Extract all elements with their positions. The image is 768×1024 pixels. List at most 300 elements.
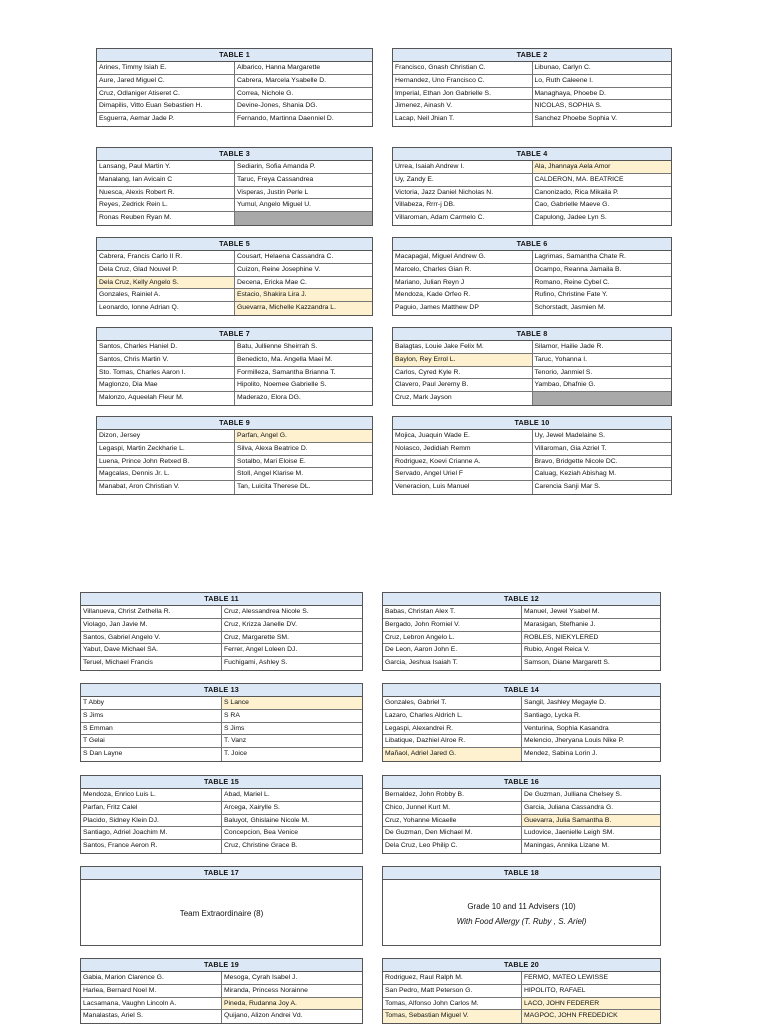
name-cell-right: Ocampo, Reanna Jamaila B.	[534, 265, 622, 273]
name-cell-right: Guevarra, Michelle Kazzandra L.	[235, 302, 372, 315]
table-row	[81, 697, 362, 710]
name-cell-right: Cruz, Christine Grace B.	[224, 842, 298, 850]
name-cell-left: Nolasco, Jedidiah Remm	[393, 443, 533, 455]
table-row	[81, 619, 362, 632]
table-row	[383, 748, 660, 761]
name-cell-right: Caluag, Keziah Abishag M.	[534, 470, 617, 478]
table-row	[81, 985, 362, 998]
table-row	[393, 468, 671, 481]
name-cell-right: Mendez, Sabina Lorin J.	[524, 750, 598, 758]
name-cell-left: Placido, Sidney Klein DJ.	[81, 815, 222, 827]
table-row	[81, 735, 362, 748]
table-row	[97, 354, 372, 367]
table-row	[393, 367, 671, 380]
name-cell-left: Dela Cruz, Glad Nouvel P.	[97, 264, 235, 276]
table-row	[393, 277, 671, 290]
name-cell-left: Manalang, Ian Avicain C	[97, 174, 235, 186]
table-row	[97, 392, 372, 405]
table-row	[97, 277, 372, 290]
seating-table	[392, 147, 672, 226]
name-cell-left: Magcalas, Dennis Jr. L.	[97, 468, 235, 480]
name-cell-left: Libatique, Dazhiel Alroe R.	[383, 735, 522, 747]
name-cell-left: Balagtas, Louie Jake Felix M.	[393, 341, 533, 353]
name-cell-left: Harlea, Bernard Noel M.	[81, 985, 222, 997]
table-row	[97, 100, 372, 113]
name-cell-left: Lacap, Neil Jhian T.	[393, 113, 533, 126]
name-cell-left: Reyes, Zedrick Rein L.	[97, 199, 235, 211]
table-row	[81, 827, 362, 840]
name-cell-left: Ronas Reuben Ryan M.	[97, 212, 235, 225]
table-row	[81, 789, 362, 802]
name-cell-left: Manabat, Aron Christian V.	[97, 481, 235, 494]
table-row	[97, 251, 372, 264]
name-cell-right: Canonizado, Rica Mikaila P.	[534, 188, 619, 196]
table-body	[81, 880, 362, 947]
name-cell-left: Villabeza, Rrrr-j DB.	[393, 199, 533, 211]
table-title: TABLE 7	[97, 328, 372, 341]
name-cell-right: Ala, Jhannaya Aela Amor	[533, 161, 672, 173]
name-cell-right: Melencio, Jheryana Louis Nike P.	[524, 737, 624, 745]
table-row	[383, 644, 660, 657]
name-cell-left: Chico, Junnel Kurt M.	[383, 802, 522, 814]
name-cell-right: Carencia Sanji Mar S.	[534, 483, 601, 491]
name-cell-left: Lazaro, Charles Aldrich L.	[383, 710, 522, 722]
name-cell-left: Gonzales, Gabriel T.	[383, 697, 522, 709]
seating-table	[80, 683, 363, 762]
name-cell-right: Estacio, Shakira Lira J.	[235, 289, 372, 301]
table-row	[97, 379, 372, 392]
name-cell-left: Paguio, James Matthew DP	[393, 302, 533, 315]
name-cell-right: Bravo, Bridgette Nicole DC.	[534, 457, 618, 465]
seating-table	[382, 866, 661, 946]
name-cell-left: Mañaol, Adriel Jared G.	[383, 748, 522, 761]
name-cell-left: Servado, Angel Uriel F	[393, 468, 533, 480]
seating-table	[80, 958, 363, 1024]
table-row	[393, 264, 671, 277]
seating-table	[382, 592, 661, 671]
name-cell-right: Uy, Jewel Madelaine S.	[534, 432, 606, 439]
table-row	[97, 113, 372, 126]
table-row	[393, 289, 671, 302]
name-cell-left: Dimapilis, Vitto Euan Sebastien H.	[97, 100, 235, 112]
name-cell-left: Dela Cruz, Leo Philip C.	[383, 840, 522, 853]
table-row	[97, 468, 372, 481]
name-cell-right: S Jims	[224, 724, 245, 732]
name-cell-right: Miranda, Princess Norainne	[224, 986, 308, 994]
table-title: TABLE 17	[81, 867, 362, 880]
table-row	[393, 354, 671, 367]
name-cell-left: Santos, France Aeron R.	[81, 840, 222, 853]
name-cell-left: Violago, Jan Javie M.	[81, 619, 222, 631]
name-cell-right: Marasigan, Stefhanie J.	[524, 620, 596, 628]
name-cell-left: Legaspi, Martin Zeckharie L.	[97, 443, 235, 455]
name-cell-right: Garcia, Juliana Cassandra G.	[524, 803, 614, 811]
name-cell-right: Silva, Alexa Beatrice D.	[237, 444, 308, 452]
table-row	[97, 187, 372, 200]
name-cell-left: Urrea, Isaiah Andrew I.	[393, 161, 533, 173]
table-row	[393, 430, 671, 443]
table-row	[81, 815, 362, 828]
name-cell-left: Jimenez, Ainash V.	[393, 100, 533, 112]
name-cell-left: Teruel, Michael Francis	[81, 657, 222, 670]
table-title: TABLE 5	[97, 238, 372, 251]
name-cell-left: Santiago, Adriel Joachim M.	[81, 827, 222, 839]
table-row	[97, 481, 372, 494]
table-row	[81, 657, 362, 670]
table-row	[81, 748, 362, 761]
table-row	[81, 1010, 362, 1023]
name-cell-right: Silamor, Hailie Jade R.	[534, 343, 604, 350]
name-cell-right: Manuel, Jewel Ysabel M.	[524, 608, 600, 615]
name-cell-left: De Leon, Aaron John E.	[383, 644, 522, 656]
table-row	[393, 62, 671, 75]
name-cell-right: Tan, Luicita Therese DL.	[237, 483, 311, 491]
name-cell-left: Santos, Charles Haniel D.	[97, 341, 235, 353]
table-row	[97, 161, 372, 174]
table-row	[81, 998, 362, 1011]
name-cell-right: Schorstadt, Jasmien M.	[534, 304, 606, 312]
name-cell-right: Romano, Reine Cybel C.	[534, 278, 610, 286]
name-cell-left: Marcelo, Charles Gian R.	[393, 264, 533, 276]
name-cell-left: Rodriguez, Raul Ralph M.	[383, 972, 522, 984]
name-cell-left: Mojica, Juaquin Wade E.	[393, 430, 533, 442]
name-cell-right: HIPOLITO, RAFAEL	[524, 986, 586, 994]
name-cell-left: Santos, Chris Martin V.	[97, 354, 235, 366]
name-cell-left: Legaspi, Alexandrei R.	[383, 723, 522, 735]
name-cell-left: Bergado, John Romiel V.	[383, 619, 522, 631]
table-row	[393, 187, 671, 200]
table-row	[383, 697, 660, 710]
name-cell-left: Cruz, Mark Jayson	[393, 392, 533, 405]
name-cell-right: Tenorio, Janmiel S.	[534, 368, 593, 376]
table-title: TABLE 15	[81, 776, 362, 789]
name-cell-right: S RA	[224, 711, 240, 719]
table-row	[393, 174, 671, 187]
name-cell-left: Garcia, Jeshua Isaiah T.	[383, 657, 522, 670]
table-title: TABLE 12	[383, 593, 660, 606]
name-cell-left: Leonardo, Ionne Adrian Q.	[97, 302, 235, 315]
name-cell-right: Mesoga, Cyrah Isabel J.	[224, 974, 298, 981]
name-cell-right: Albarico, Hanna Margarette	[237, 64, 321, 71]
table-title: TABLE 14	[383, 684, 660, 697]
seating-table	[392, 48, 672, 127]
name-cell-right: Guevarra, Julia Samantha B.	[522, 815, 660, 827]
table-row	[97, 62, 372, 75]
table-row	[383, 827, 660, 840]
name-cell-left: Carlos, Cyred Kyle R.	[393, 367, 533, 379]
table-row	[383, 972, 660, 985]
name-cell-right: Batu, Jullienne Sheirrah S.	[237, 343, 318, 350]
name-cell-right: Yumul, Angelo Miguel U.	[237, 201, 312, 209]
name-cell-left: Rodriguez, Koevi Crianne A.	[393, 456, 533, 468]
seating-table	[382, 775, 661, 854]
table-group-label: Grade 10 and 11 Advisers (10)	[467, 901, 576, 911]
name-cell-right: Capulong, Jadee Lyn S.	[534, 214, 607, 222]
table-row	[383, 789, 660, 802]
name-cell-left: De Guzman, Den Michael M.	[383, 827, 522, 839]
allergy-note: With Food Allergy (T. Ruby , S. Ariel)	[456, 916, 587, 926]
name-cell-left: S Dan Layne	[81, 748, 222, 761]
table-row	[383, 606, 660, 619]
name-cell-right: Fuchigami, Ashley S.	[224, 659, 288, 667]
seating-table	[80, 866, 363, 946]
seating-table	[96, 327, 373, 406]
table-group-label: Team Extraordinaire (8)	[179, 909, 264, 918]
seating-table	[392, 416, 672, 495]
name-cell-right: Ferrer, Angel Loleen DJ.	[224, 646, 298, 654]
name-cell-right: Cruz, Alessandrea Nicole S.	[224, 608, 309, 615]
table-row	[393, 392, 671, 405]
name-cell-left: Gabia, Marion Clarence G.	[81, 972, 222, 984]
table-row	[393, 199, 671, 212]
table-row	[383, 632, 660, 645]
name-cell-left: Lacsamana, Vaughn Lincoln A.	[81, 998, 222, 1010]
table-row	[383, 619, 660, 632]
table-row	[383, 840, 660, 853]
name-cell-left: Baylon, Rey Errol L.	[393, 354, 533, 366]
seating-table	[96, 237, 373, 316]
name-cell-right	[235, 212, 372, 225]
name-cell-right: FERMO, MATEO LEWISSE	[524, 974, 609, 981]
name-cell-right: Samson, Diane Margarett S.	[524, 659, 610, 667]
table-row	[393, 100, 671, 113]
seating-table	[80, 592, 363, 671]
name-cell-right: Ludovice, Jaenielle Leigh SM.	[524, 829, 615, 837]
name-cell-right: Taruc, Freya Cassandrea	[237, 175, 314, 183]
name-cell-right: Villaroman, Gia Azriel T.	[534, 444, 607, 452]
table-row	[393, 302, 671, 315]
name-cell-left: T Abby	[81, 697, 222, 709]
table-row	[383, 710, 660, 723]
table-row	[97, 199, 372, 212]
seating-table	[96, 147, 373, 226]
table-row	[81, 710, 362, 723]
table-title: TABLE 16	[383, 776, 660, 789]
table-row	[393, 88, 671, 101]
name-cell-left: Cruz, Odlaniger Atiseret C.	[97, 88, 235, 100]
name-cell-right: Quijano, Alizon Andrei Vd.	[224, 1012, 303, 1020]
name-cell-right	[533, 392, 672, 405]
seating-table	[392, 237, 672, 316]
name-cell-left: Yabut, Dave Michael SA.	[81, 644, 222, 656]
name-cell-right: Decena, Ericka Mae C.	[237, 278, 307, 286]
table-row	[97, 443, 372, 456]
name-cell-left: S Emman	[81, 723, 222, 735]
name-cell-right: T. Joice	[224, 750, 248, 758]
name-cell-right: Rufino, Christine Fate Y.	[534, 291, 608, 299]
name-cell-left: Bernaldez, John Robby B.	[383, 789, 522, 801]
table-row	[97, 264, 372, 277]
table-row	[383, 657, 660, 670]
name-cell-right: Maningas, Annika Lizane M.	[524, 842, 610, 850]
table-row	[97, 430, 372, 443]
name-cell-left: Cabrera, Francis Carlo II R.	[97, 251, 235, 263]
name-cell-right: S Lance	[222, 697, 362, 709]
table-row	[81, 802, 362, 815]
name-cell-right: Cabrera, Marcela Ysabelle D.	[237, 76, 327, 84]
name-cell-right: Yambao, Dhafnie G.	[534, 381, 596, 389]
table-row	[97, 367, 372, 380]
name-cell-right: CALDERON, MA. BEATRICE	[534, 175, 624, 183]
name-cell-left: San Pedro, Matt Peterson G.	[383, 985, 522, 997]
table-title: TABLE 10	[393, 417, 671, 430]
name-cell-right: T. Vanz	[224, 737, 247, 745]
name-cell-right: Pineda, Rudanna Joy A.	[222, 998, 362, 1010]
name-cell-right: Parfan, Angel G.	[235, 430, 372, 442]
table-row	[81, 606, 362, 619]
seating-table	[382, 958, 661, 1024]
table-title: TABLE 1	[97, 49, 372, 62]
name-cell-right: Fernando, Martinna Daenniel D.	[237, 115, 334, 123]
name-cell-right: Devine-Jones, Shania DG.	[237, 102, 318, 110]
name-cell-left: Aure, Jared Miguel C.	[97, 75, 235, 87]
name-cell-right: Cao, Gabrielle Maeve G.	[534, 201, 610, 209]
name-cell-left: Luena, Prince John Retxed B.	[97, 456, 235, 468]
table-row	[97, 456, 372, 469]
name-cell-left: Villanueva, Christ Zethella R.	[81, 606, 222, 618]
name-cell-right: Rubio, Angel Reica V.	[524, 646, 590, 654]
table-row	[383, 723, 660, 736]
name-cell-right: Sanchez Phoebe Sophia V.	[534, 115, 618, 123]
name-cell-right: Arcega, Xairylle S.	[224, 803, 280, 811]
name-cell-right: Baluyot, Ghislaine Nicole M.	[224, 816, 309, 824]
table-title: TABLE 8	[393, 328, 671, 341]
name-cell-right: Venturina, Sophia Kasandra	[524, 724, 609, 732]
table-title: TABLE 6	[393, 238, 671, 251]
table-row	[393, 161, 671, 174]
name-cell-left: Imperial, Ethan Jon Gabrielle S.	[393, 88, 533, 100]
name-cell-left: Mendoza, Enrico Luis L.	[81, 789, 222, 801]
name-cell-right: ROBLES, NIEKYLERED	[524, 633, 599, 641]
table-row	[393, 212, 671, 225]
name-cell-left: Macapagal, Miguel Andrew G.	[393, 251, 533, 263]
name-cell-right: Libunao, Carlyn C.	[534, 64, 591, 71]
table-row	[97, 88, 372, 101]
name-cell-right: Cruz, Margarette SM.	[224, 633, 289, 641]
table-title: TABLE 20	[383, 959, 660, 972]
name-cell-right: Visperas, Justin Perle L	[237, 188, 309, 196]
name-cell-right: Formilleza, Samantha Brianna T.	[237, 368, 336, 376]
name-cell-left: Cruz, Lebron Angelo L.	[383, 632, 522, 644]
table-title: TABLE 9	[97, 417, 372, 430]
name-cell-left: Victoria, Jazz Daniel Nicholas N.	[393, 187, 533, 199]
name-cell-right: MAGPOC, JOHN FREDEDICK	[522, 1010, 660, 1023]
name-cell-left: Arines, Timmy Isiah E.	[97, 62, 235, 74]
table-title: TABLE 19	[81, 959, 362, 972]
name-cell-left: Maglonzo, Dia Mae	[97, 379, 235, 391]
name-cell-left: Tomas, Alfonso John Carlos M.	[383, 998, 522, 1010]
name-cell-left: Sto. Tomas, Charles Aaron I.	[97, 367, 235, 379]
table-row	[81, 840, 362, 853]
name-cell-left: Malonzo, Aqueelah Fleur M.	[97, 392, 235, 405]
table-row	[393, 251, 671, 264]
table-row	[81, 723, 362, 736]
table-row	[383, 802, 660, 815]
name-cell-right: Managhaya, Phoebe D.	[534, 89, 606, 97]
name-cell-left: Manalastas, Ariel S.	[81, 1010, 222, 1023]
name-cell-left: Santos, Gabriel Angelo V.	[81, 632, 222, 644]
name-cell-right: LACO, JOHN FEDERER	[522, 998, 660, 1010]
name-cell-left: Uy, Zandy E.	[393, 174, 533, 186]
name-cell-left: Gonzales, Rainiel A.	[97, 289, 235, 301]
name-cell-right: Cousart, Helaena Cassandra C.	[237, 253, 334, 260]
table-row	[81, 972, 362, 985]
table-row	[383, 998, 660, 1011]
table-body	[383, 880, 660, 947]
name-cell-left: Parfan, Fritz Calel	[81, 802, 222, 814]
table-row	[393, 379, 671, 392]
name-cell-left: Hernandez, Uno Francisco C.	[393, 75, 533, 87]
name-cell-left: Veneracion, Luis Manuel	[393, 481, 533, 494]
seating-table	[96, 48, 373, 127]
name-cell-right: NICOLAS, SOPHIA S.	[534, 102, 602, 110]
table-row	[393, 481, 671, 494]
name-cell-left: T Gelai	[81, 735, 222, 747]
seating-table	[96, 416, 373, 495]
table-title: TABLE 3	[97, 148, 372, 161]
table-row	[383, 985, 660, 998]
name-cell-left: Mariano, Julian Reyn J	[393, 277, 533, 289]
seating-table	[392, 327, 672, 406]
table-row	[393, 443, 671, 456]
table-row	[383, 815, 660, 828]
name-cell-left: Dizon, Jersey	[97, 430, 235, 442]
name-cell-right: Maderazo, Elora DG.	[237, 394, 301, 402]
name-cell-right: Correa, Nichole G.	[237, 89, 294, 97]
name-cell-left: Lansang, Paul Martin Y.	[97, 161, 235, 173]
name-cell-left: Nuesca, Alexis Robert R.	[97, 187, 235, 199]
name-cell-left: Babas, Christan Alex T.	[383, 606, 522, 618]
table-row	[97, 212, 372, 225]
table-title: TABLE 2	[393, 49, 671, 62]
name-cell-left: Mendoza, Kade Orfeo R.	[393, 289, 533, 301]
name-cell-right: Cruz, Krizza Janelle DV.	[224, 620, 298, 628]
table-row	[393, 456, 671, 469]
table-row	[393, 341, 671, 354]
table-row	[393, 75, 671, 88]
table-title: TABLE 11	[81, 593, 362, 606]
name-cell-left: Cruz, Yohanne Micaelle	[383, 815, 522, 827]
name-cell-left: Villaroman, Adam Carmelo C.	[393, 212, 533, 225]
name-cell-right: Cuizon, Reine Josephine V.	[237, 265, 321, 273]
name-cell-right: Hipolito, Noemee Gabrielle S.	[237, 381, 327, 389]
name-cell-right: De Guzman, Julliana Chelsey S.	[524, 791, 622, 798]
name-cell-left: Esguerra, Aemar Jade P.	[97, 113, 235, 126]
name-cell-right: Santiago, Lycka R.	[524, 711, 581, 719]
name-cell-left: Clavero, Paul Jeremy B.	[393, 379, 533, 391]
name-cell-right: Taruc, Yohanna I.	[534, 355, 588, 363]
name-cell-right: Concepcion, Bea Venice	[224, 829, 299, 837]
name-cell-left: Tomas, Sebastian Miguel V.	[383, 1010, 522, 1023]
table-row	[383, 735, 660, 748]
name-cell-right: Lagrimas, Samantha Chate R.	[534, 253, 626, 260]
table-row	[383, 1010, 660, 1023]
table-title: TABLE 13	[81, 684, 362, 697]
name-cell-right: Lo, Ruth Caleene I.	[534, 76, 594, 84]
table-row	[393, 113, 671, 126]
seating-table	[80, 775, 363, 854]
name-cell-left: S Jims	[81, 710, 222, 722]
name-cell-right: Abad, Mariel L.	[224, 791, 270, 798]
name-cell-right: Sangil, Jashley Megayle D.	[524, 699, 606, 706]
name-cell-right: Sotalbo, Mari Eloise E.	[237, 457, 306, 465]
seating-table	[382, 683, 661, 762]
table-row	[81, 644, 362, 657]
table-row	[97, 75, 372, 88]
table-row	[81, 632, 362, 645]
table-row	[97, 302, 372, 315]
table-title: TABLE 4	[393, 148, 671, 161]
